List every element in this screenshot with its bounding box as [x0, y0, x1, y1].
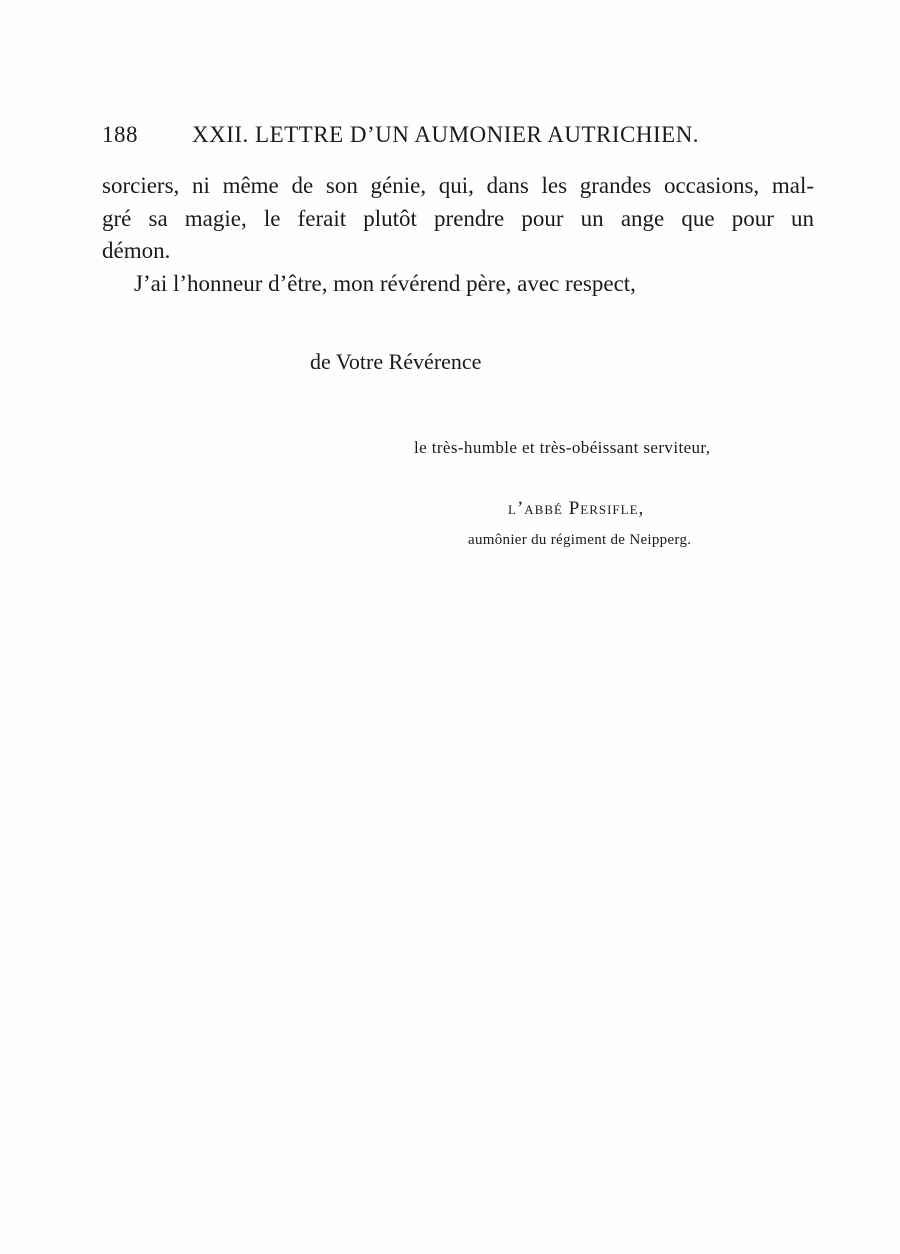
text-line: J’ai l’honneur d’être, mon révérend père, avec respect,: [134, 270, 636, 296]
servant-line: le très-humble et très-obéissant serviteur,: [414, 438, 711, 457]
running-title: XXII. LETTRE D’UN AUMONIER AUTRICHIEN.: [192, 122, 700, 147]
text-line: sorciers, ni même de son génie, qui, dans les grandes occasions, mal-: [102, 173, 814, 198]
salutation: de Votre Révérence: [310, 349, 482, 374]
page-number: 188: [102, 122, 138, 147]
page-header: [102, 122, 742, 152]
signature: l’abbé Persifle,: [508, 498, 645, 519]
text-line: gré sa magie, le ferait plutôt prendre pour un ange que pour un: [102, 205, 814, 231]
signatory-role: aumônier du régiment de Neipperg.: [468, 532, 692, 548]
text-line: démon.: [102, 238, 171, 263]
body-text: [102, 170, 814, 300]
